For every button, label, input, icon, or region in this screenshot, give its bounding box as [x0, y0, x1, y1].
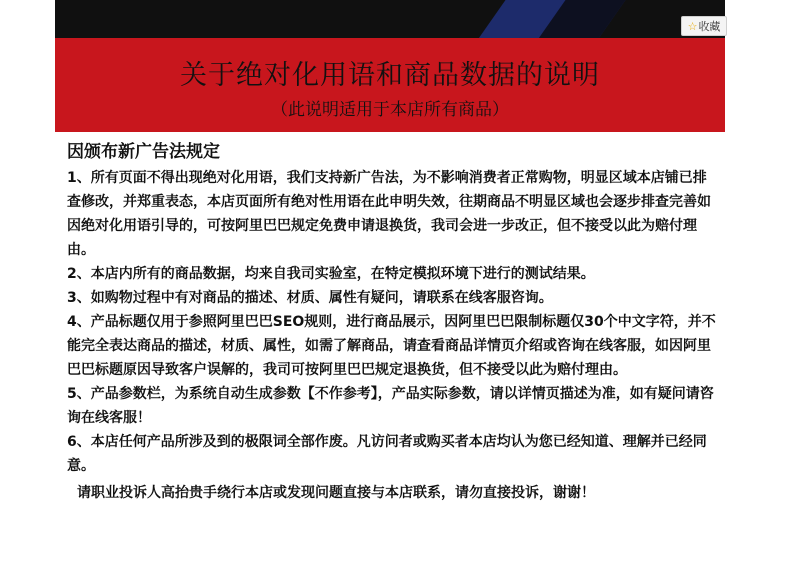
closing-statement: 请职业投诉人高抬贵手绕行本店或发现问题直接与本店联系，请勿直接投诉，谢谢！ — [77, 485, 595, 501]
notice-paragraph-2: 2、本店内所有的商品数据，均来自我司实验室，在特定模拟环境下进行的测试结果。 — [67, 266, 595, 282]
notice-content — [67, 138, 717, 506]
notice-heading: 因颁布新广告法规定 — [67, 142, 220, 162]
notice-paragraph-4: 4、产品标题仅用于参照阿里巴巴SEO规则，进行商品展示，因阿里巴巴限制标题仅30个中文字符，并不能完全表达商品的描述，材质、属性，如需了解商品，请查看商品详情页介绍或咨询在线客服，如因阿里巴巴标题原因导致客户误解的，我司可按阿里巴巴规定退换货，但不接受以此为赔付理由。 — [67, 314, 716, 378]
notice-paragraph-3: 3、如购物过程中有对商品的描述、材质、属性有疑问，请联系在线客服咨询。 — [67, 290, 553, 306]
banner-title: 关于绝对化用语和商品数据的说明 — [180, 60, 600, 91]
notice-paragraph-5: 5、产品参数栏，为系统自动生成参数【不作参考】，产品实际参数，请以详情页描述为准，如有疑问请咨询在线客服！ — [67, 386, 714, 426]
banner-subtitle: （此说明适用于本店所有商品） — [271, 100, 509, 120]
favorite-button[interactable] — [681, 16, 727, 36]
star-icon: ☆ — [687, 19, 698, 33]
title-banner — [55, 38, 725, 132]
top-dark-band — [55, 0, 725, 38]
favorite-label: 收藏 — [698, 20, 721, 33]
notice-paragraph-6: 6、本店任何产品所涉及到的极限词全部作废。凡访问者或购买者本店均认为您已经知道、理解并已经同意。 — [67, 434, 707, 474]
notice-paragraph-1: 1、所有页面不得出现绝对化用语，我们支持新广告法，为不影响消费者正常购物，明显区域本店铺已排查修改，并郑重表态，本店页面所有绝对性用语在此申明失效，往期商品不明显区域也会逐步排查完善如因绝对化用语引导的，可按阿里巴巴规定免费申请退换货，我司会进一步改正，但不接受以此为赔付理由。 — [67, 170, 711, 258]
